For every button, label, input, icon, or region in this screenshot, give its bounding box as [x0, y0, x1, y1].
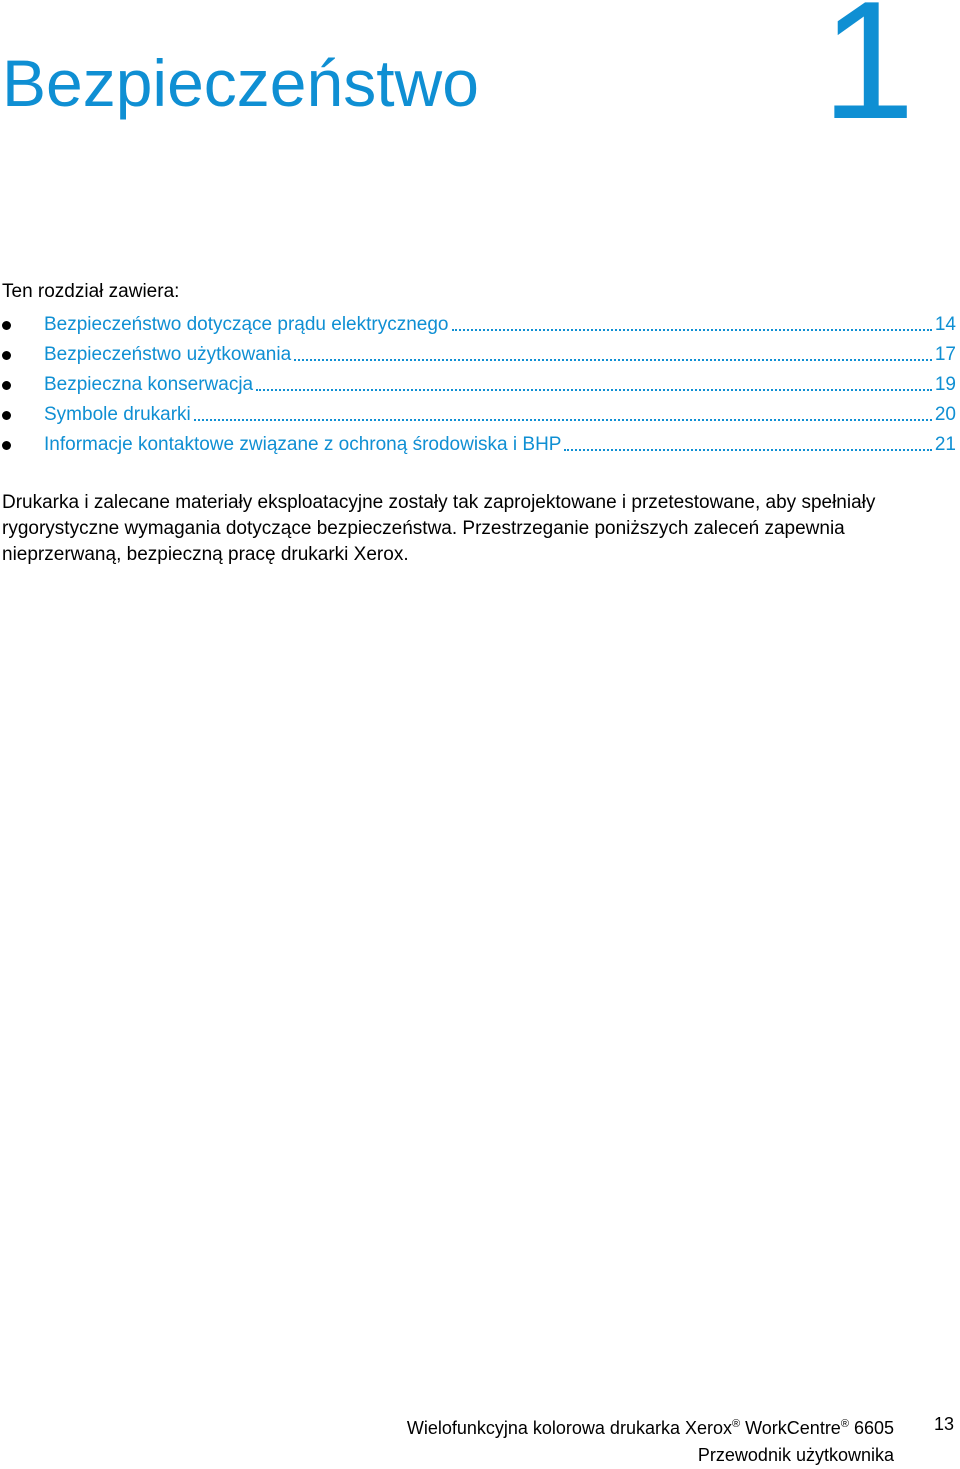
- bullet-icon: [2, 321, 11, 330]
- toc-item-label: Informacje kontaktowe związane z ochroną środowiska i BHP: [44, 434, 562, 455]
- toc-link[interactable]: [44, 370, 956, 400]
- toc-item-page: 19: [934, 374, 956, 395]
- toc-leader-dots: [256, 389, 932, 391]
- footer-guide-title: Przewodnik użytkownika: [697, 1445, 894, 1465]
- registered-mark: ®: [840, 1418, 849, 1430]
- toc-item-label: Bezpieczeństwo dotyczące prądu elektrycznego: [44, 314, 449, 335]
- bullet-icon: [2, 381, 11, 390]
- page-number: 13: [933, 1414, 954, 1434]
- toc-link[interactable]: [44, 310, 956, 340]
- chapter-contents-intro: Ten rozdział zawiera:: [2, 281, 180, 302]
- toc-item-label: Symbole drukarki: [44, 404, 191, 425]
- bullet-icon: [2, 441, 11, 450]
- registered-mark: ®: [732, 1418, 741, 1430]
- footer-product-name: WorkCentre: [745, 1418, 841, 1438]
- toc-leader-dots: [294, 359, 932, 361]
- toc-leader-dots: [452, 329, 932, 331]
- toc-item: [0, 400, 960, 430]
- chapter-title: Bezpieczeństwo: [2, 46, 479, 120]
- toc-item-page: 17: [934, 344, 956, 365]
- toc-leader-dots: [194, 419, 932, 421]
- chapter-number: 1: [821, 0, 915, 154]
- toc-item-page: 20: [934, 404, 956, 425]
- bullet-icon: [2, 411, 11, 420]
- chapter-toc: [0, 310, 960, 460]
- toc-item-page: 14: [934, 314, 956, 335]
- footer-product-prefix: Wielofunkcyjna kolorowa drukarka Xerox: [406, 1418, 732, 1438]
- toc-link[interactable]: [44, 400, 956, 430]
- toc-link[interactable]: [44, 340, 956, 370]
- footer-product-model: 6605: [853, 1418, 894, 1438]
- toc-item: [0, 370, 960, 400]
- toc-item-label: Bezpieczeństwo użytkowania: [44, 344, 292, 365]
- toc-item-page: 21: [934, 434, 956, 455]
- toc-item: [0, 310, 960, 340]
- chapter-intro-paragraph: Drukarka i zalecane materiały eksploatacyjne zostały tak zaprojektowane i przetestowane, aby spełniały rygorystyczne wymagania dotyczące bezpieczeństwa. Przestrzeganie poniższych zaleceń zapewnia nieprzerwaną, bezpieczną pracę drukarki Xerox.: [2, 492, 876, 565]
- toc-leader-dots: [564, 449, 931, 451]
- toc-item: [0, 340, 960, 370]
- toc-item-label: Bezpieczna konserwacja: [44, 374, 254, 395]
- footer-product-line: [407, 1411, 894, 1442]
- toc-item: [0, 430, 960, 460]
- toc-link[interactable]: [44, 430, 956, 460]
- bullet-icon: [2, 351, 11, 360]
- page-footer: [407, 1411, 894, 1469]
